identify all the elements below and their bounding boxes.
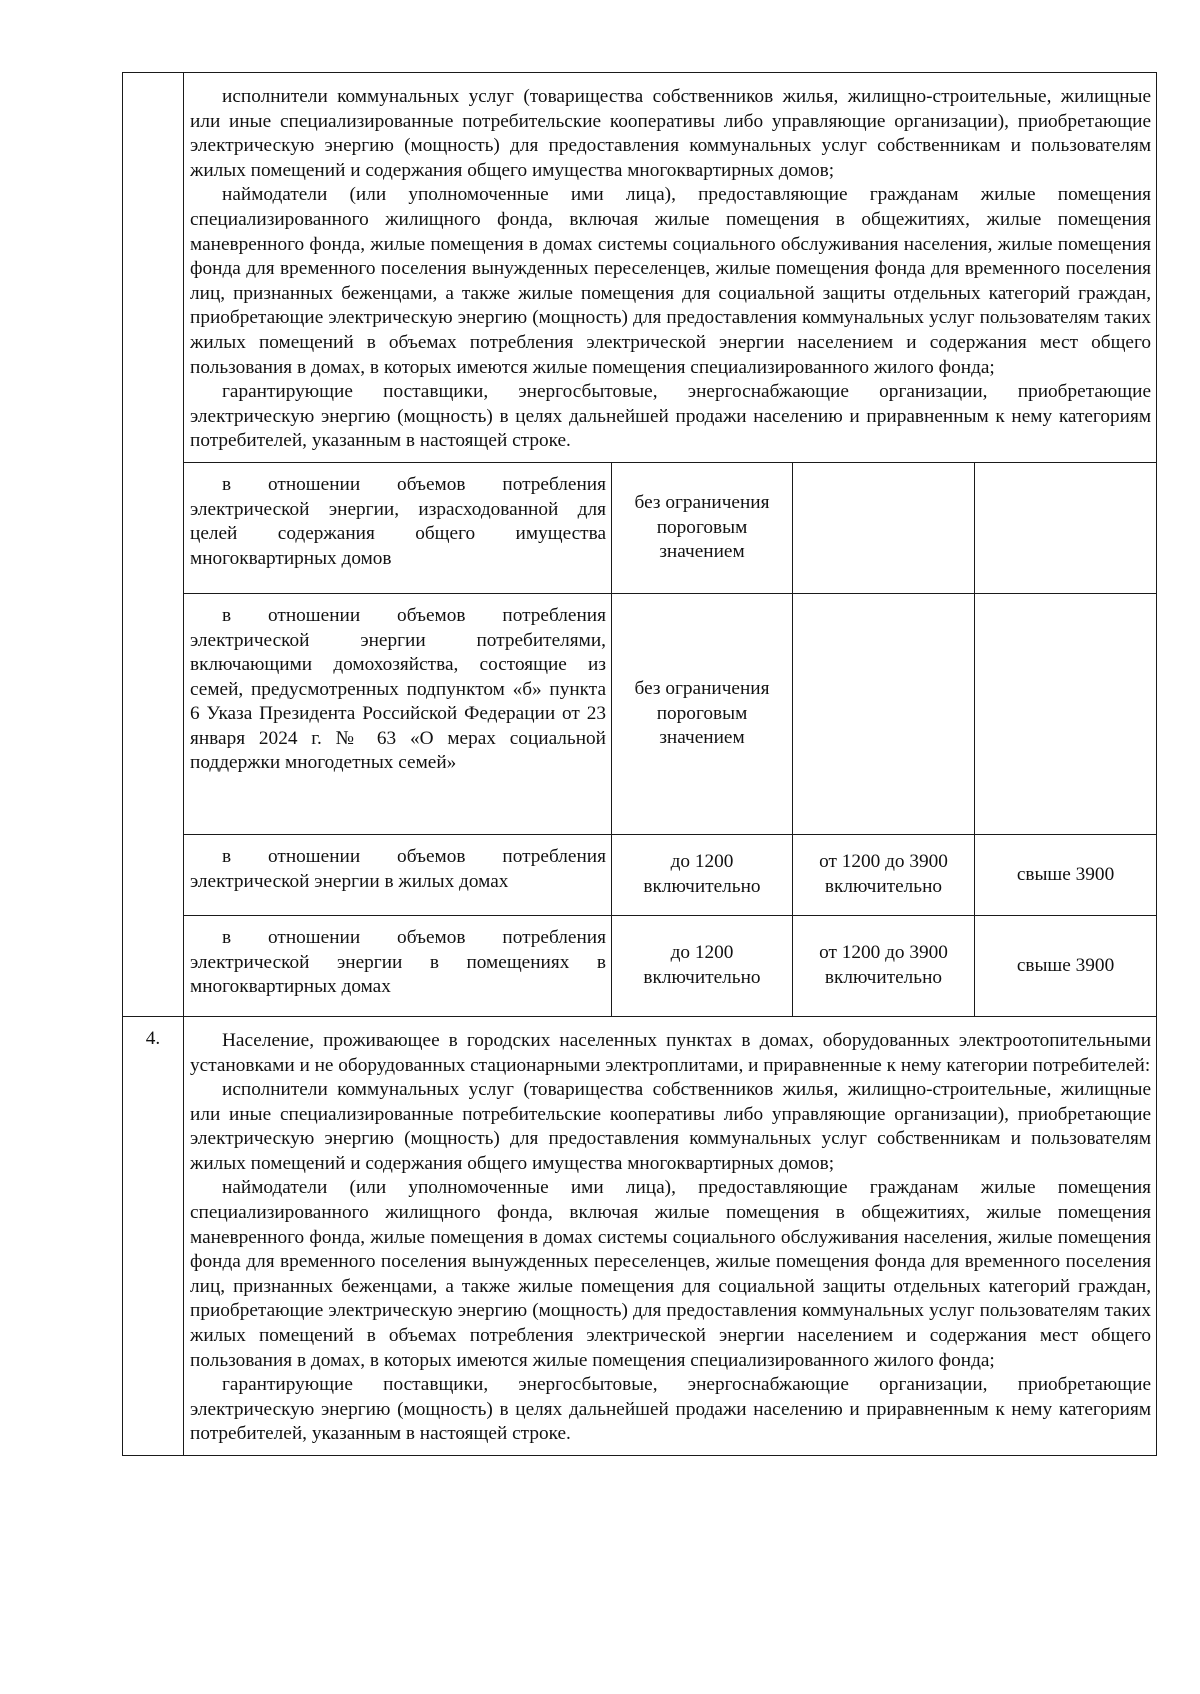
value-cell-3 xyxy=(975,593,1157,834)
value-cell-1: до 1200 включительно xyxy=(612,834,793,915)
paragraph: исполнители коммунальных услуг (товарищества собственников жилья, жилищно-строительные, жилищные или иные специализированные потребительские кооперативы либо управляющие организации), приобретающие электрическую энергию (мощность) для предоставления коммунальных услуг собственникам и пользователям жилых помещений и содержания общего имущества многоквартирных домов; xyxy=(190,1079,1152,1174)
value-cell-2: от 1200 до 3900 включительно xyxy=(793,915,975,1016)
value-cell-3: свыше 3900 xyxy=(975,915,1157,1016)
value-cell-3: свыше 3900 xyxy=(975,834,1157,915)
table-row xyxy=(123,462,1157,593)
value-cell-2: от 1200 до 3900 включительно xyxy=(793,834,975,915)
paragraph: исполнители коммунальных услуг (товарищества собственников жилья, жилищно-строительные, жилищные или иные специализированные потребительские кооперативы либо управляющие организации), приобретающие электрическую энергию (мощность) для предоставления коммунальных услуг собственникам и пользователям жилых помещений и содержания общего имущества многоквартирных домов; xyxy=(190,86,1152,181)
row-label: в отношении объемов потребления электрической энергии в жилых домах xyxy=(184,834,612,915)
paragraph: наймодатели (или уполномоченные ими лица), предоставляющие гражданам жилые помещения специализированного жилищного фонда, включая жилые помещения в общежитиях, жилые помещения маневренного фонда, жилые помещения в домах системы социального обслуживания населения, жилые помещения фонда для временного поселения вынужденных переселенцев, жилые помещения фонда для временного поселения лиц, признанных беженцами, а также жилые помещения для социальной защиты отдельных категорий граждан, приобретающие электрическую энергию (мощность) для предоставления коммунальных услуг пользователям таких жилых помещений в объемах потребления электрической энергии населением и содержания мест общего пользования в домах, в которых имеются жилые помещения специализированного жилого фонда; xyxy=(190,184,1152,378)
table-row xyxy=(123,915,1157,1016)
consumer-description-cell xyxy=(184,1016,1157,1455)
value-cell-2 xyxy=(793,593,975,834)
table-row xyxy=(123,73,1157,463)
table-row xyxy=(123,834,1157,915)
row-label: в отношении объемов потребления электрической энергии потребителями, включающими домохозяйства, состоящие из семей, предусмотренных подпунктом «б» пункта 6 Указа Президента Российской Федерации от 23 января 2024 г. № 63 «О мерах социальной поддержки многодетных семей» xyxy=(184,593,612,834)
consumer-description-cell xyxy=(184,73,1157,463)
row-number-cell xyxy=(123,73,184,1017)
value-cell-2 xyxy=(793,462,975,593)
row-label: в отношении объемов потребления электрической энергии в помещениях в многоквартирных домах xyxy=(184,915,612,1016)
table-row xyxy=(123,593,1157,834)
paragraph: наймодатели (или уполномоченные ими лица), предоставляющие гражданам жилые помещения специализированного жилищного фонда, включая жилые помещения в общежитиях, жилые помещения маневренного фонда, жилые помещения в домах системы социального обслуживания населения, жилые помещения фонда для временного поселения вынужденных переселенцев, жилые помещения фонда для временного поселения лиц, признанных беженцами, а также жилые помещения для социальной защиты отдельных категорий граждан, приобретающие электрическую энергию (мощность) для предоставления коммунальных услуг пользователям таких жилых помещений в объемах потребления электрической энергии населением и содержания мест общего пользования в домах, в которых имеются жилые помещения специализированного жилого фонда; xyxy=(190,1177,1152,1371)
tariff-table xyxy=(122,72,1157,1456)
table-row xyxy=(123,1016,1157,1455)
paragraph: гарантирующие поставщики, энергосбытовые, энергоснабжающие организации, приобретающие электрическую энергию (мощность) в целях дальнейшей продажи населению и приравненным к нему категориям потребителей, указанным в настоящей строке. xyxy=(190,1374,1152,1445)
value-cell-1: без ограничения пороговым значением xyxy=(612,462,793,593)
paragraph: гарантирующие поставщики, энергосбытовые, энергоснабжающие организации, приобретающие электрическую энергию (мощность) в целях дальнейшей продажи населению и приравненным к нему категориям потребителей, указанным в настоящей строке. xyxy=(190,381,1152,452)
row-label: в отношении объемов потребления электрической энергии, израсходованной для целей содержания общего имущества многоквартирных домов xyxy=(184,462,612,593)
row-number: 4. xyxy=(123,1016,184,1455)
paragraph: Население, проживающее в городских населенных пунктах в домах, оборудованных электроотопительными установками и не оборудованных стационарными электроплитами, и приравненные к нему категории потребителей: xyxy=(190,1029,1152,1076)
value-cell-1: без ограничения пороговым значением xyxy=(612,593,793,834)
value-cell-3 xyxy=(975,462,1157,593)
value-cell-1: до 1200 включительно xyxy=(612,915,793,1016)
